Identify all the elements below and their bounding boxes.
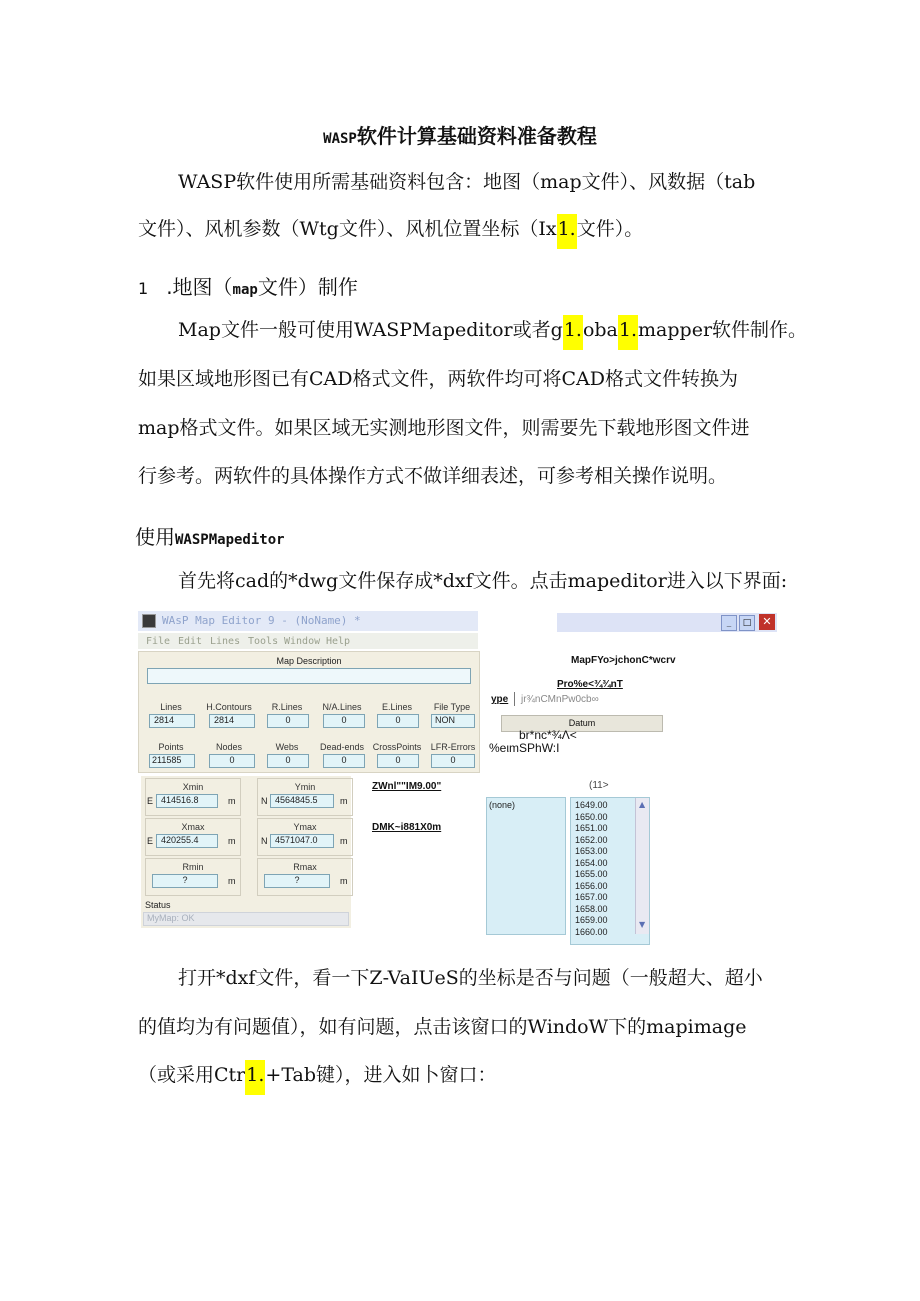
para1-line-1c: mapper软件制作。	[638, 319, 808, 341]
para1-line-1	[178, 321, 807, 340]
coord-group	[145, 778, 241, 816]
close-icon[interactable]: ✕	[759, 614, 775, 630]
menu-bar	[138, 633, 478, 649]
right-list[interactable]	[570, 797, 650, 945]
list-item[interactable]: 1653.00	[575, 846, 608, 856]
menu-file[interactable]: File	[146, 636, 171, 647]
coord-unit: m	[228, 836, 236, 846]
highlight: 1.	[563, 315, 583, 350]
highlight: 1.	[245, 1060, 265, 1095]
coord-group	[145, 818, 241, 856]
list-item[interactable]: 1652.00	[575, 834, 608, 845]
status-bar: MyMap: OK	[143, 912, 349, 926]
datum-button[interactable]: Datum	[501, 715, 663, 732]
coord-label: Rmin	[182, 862, 204, 872]
coord-prefix: E	[147, 836, 154, 846]
list-item[interactable]: (none)	[489, 800, 516, 810]
title-prefix: WASP	[323, 131, 357, 147]
stat-label: Points	[158, 742, 184, 752]
coord-value: 420255.4	[156, 834, 218, 848]
para3-line-3	[138, 1066, 497, 1085]
main-pane	[138, 651, 480, 773]
coord-prefix: N	[261, 796, 268, 806]
coordinates-panel	[141, 776, 351, 928]
para1-line-1b: oba	[582, 319, 618, 341]
highlight: 1.	[557, 214, 577, 249]
dialog-text: MapFYo>jchonC*wcrv	[571, 655, 676, 666]
stat-value: 0	[323, 754, 365, 768]
coord-group	[257, 778, 353, 816]
stat-value: 0	[323, 714, 365, 728]
stat-label: Lines	[160, 702, 182, 712]
dialog-text: jr¾nCMnPw0cb∞	[521, 694, 599, 705]
map-editor-window	[138, 611, 478, 771]
stat-label: N/A.Lines	[322, 702, 362, 712]
stat-value: 211585	[149, 754, 195, 768]
section-heading-2	[135, 521, 285, 550]
highlight: 1.	[618, 315, 638, 350]
menu-edit[interactable]: Edit	[178, 636, 203, 647]
app-icon	[142, 614, 156, 628]
stat-label: Dead-ends	[319, 742, 365, 752]
stat-label: H.Contours	[206, 702, 252, 712]
window-controls-strip	[557, 613, 777, 632]
stat-value: 0	[267, 754, 309, 768]
para3-line-1: 打开*dxf文件，看一下Z-VaIUeS的坐标是否与问题（一般超大、超小	[178, 967, 763, 989]
menu-tools[interactable]: Tools	[248, 636, 279, 647]
intro-line-1: WASP软件使用所需基础资料包含：地图（map文件）、风数据（tab	[178, 171, 756, 193]
stat-value: NON	[431, 714, 475, 728]
para2: 首先将cad的*dwg文件保存成*dxf文件。点击mapeditor进入以下界面:	[178, 570, 788, 592]
menu-window[interactable]: Window	[284, 636, 321, 647]
stat-value: 0	[209, 754, 255, 768]
map-description-input[interactable]	[147, 668, 471, 684]
stat-value: 0	[431, 754, 475, 768]
divider	[514, 692, 515, 706]
para1-line-4: 行参考。两软件的具体操作方式不做详细表述，可参考相关操作说明。	[138, 465, 728, 487]
window-title: WAsP Map Editor 9 - (NoName) *	[162, 614, 361, 627]
dialog-text: ype	[491, 694, 509, 705]
stat-label: R.Lines	[271, 702, 303, 712]
coord-unit: m	[228, 876, 236, 886]
list-item[interactable]: 1654.00	[575, 857, 608, 868]
coord-unit: m	[340, 796, 348, 806]
dialog-text: DMK~i881X0m	[372, 822, 442, 833]
list-item[interactable]: 1649.00	[575, 800, 608, 810]
scroll-up-icon[interactable]: ▲	[639, 800, 646, 809]
section-title-mono: map	[232, 282, 258, 298]
stat-value: 2814	[149, 714, 195, 728]
intro-line-2a: 文件）、风机参数（Wtg文件）、风机位置坐标（Ix	[138, 218, 557, 240]
list-item[interactable]: 1651.00	[575, 823, 608, 833]
minimize-icon[interactable]: _	[721, 615, 737, 631]
coord-group	[145, 858, 241, 896]
coord-group	[257, 818, 353, 856]
coord-value: 4571047.0	[270, 834, 334, 848]
status-label: Status	[145, 900, 171, 910]
stat-value: 2814	[209, 714, 255, 728]
stat-label: LFR-Errors	[430, 742, 476, 752]
section2-mono: WASPMapeditor	[175, 532, 285, 548]
scroll-down-icon[interactable]: ▼	[639, 920, 646, 929]
stat-value: 0	[377, 714, 419, 728]
list-scrollbar[interactable]	[635, 798, 650, 934]
section-heading-1	[138, 271, 358, 300]
para3-line-3a: （或采用Ctr	[138, 1064, 246, 1086]
dialog-text: (11>	[589, 780, 609, 791]
intro-line-2	[138, 220, 643, 239]
coord-value: 4564845.5	[270, 794, 334, 808]
para3-line-2: 的值均为有问题值），如有问题，点击该窗口的WindoW下的mapimage	[138, 1016, 747, 1038]
para1-line-2: 如果区域地形图已有CAD格式文件，两软件均可将CAD格式文件转换为	[138, 368, 738, 390]
map-description-label: Map Description	[276, 656, 342, 666]
menu-lines[interactable]: Lines	[210, 636, 241, 647]
stat-label: Webs	[275, 742, 299, 752]
section-title-b: 文件）制作	[257, 275, 358, 299]
coord-unit: m	[340, 876, 348, 886]
left-list[interactable]	[486, 797, 566, 935]
coord-unit: m	[228, 796, 236, 806]
maximize-icon[interactable]: □	[739, 615, 755, 631]
list-item[interactable]: 1659.00	[575, 915, 608, 925]
window-titlebar	[138, 611, 478, 631]
para1-line-3: map格式文件。如果区域无实测地形图文件，则需要先下载地形图文件进	[138, 417, 750, 439]
list-item[interactable]: 1660.00	[575, 926, 608, 937]
coord-value: ?	[264, 874, 330, 888]
list-item[interactable]: 1656.00	[575, 880, 608, 891]
dialog-text: br*nc*¾Λ<	[519, 728, 577, 742]
coord-label: Xmax	[181, 822, 205, 832]
dialog-text: ZWnl""IM9.00"	[372, 781, 442, 792]
coord-value: 414516.8	[156, 794, 218, 808]
menu-help[interactable]: Help	[326, 636, 351, 647]
stat-label: Nodes	[215, 742, 242, 752]
coord-group	[257, 858, 353, 896]
stat-label: E.Lines	[381, 702, 413, 712]
title-rest: 软件计算基础资料准备教程	[356, 124, 597, 148]
page-title	[0, 120, 920, 149]
section-number: 1	[138, 279, 149, 298]
coord-label: Ymin	[294, 782, 316, 792]
dialog-text: %eιmSPhW:I	[489, 741, 560, 755]
coord-label: Rmax	[293, 862, 317, 872]
list-item[interactable]: 1655.00	[575, 869, 608, 879]
para1-line-1a: Map文件一般可使用WASPMapeditor或者g	[178, 319, 563, 341]
dialog-text: Pro%e<¾¾nT	[557, 679, 623, 690]
list-item[interactable]: 1650.00	[575, 811, 608, 822]
stat-value: 0	[377, 754, 419, 768]
list-item[interactable]: 1658.00	[575, 903, 608, 914]
coord-unit: m	[340, 836, 348, 846]
intro-line-2b: 文件）。	[576, 218, 644, 240]
stat-label: File Type	[433, 702, 471, 712]
para3-line-3b: +Tab键），进入如卜窗口：	[265, 1064, 497, 1086]
coord-label: Ymax	[293, 822, 317, 832]
coord-prefix: N	[261, 836, 268, 846]
coord-prefix: E	[147, 796, 154, 806]
list-item[interactable]: 1657.00	[575, 892, 608, 902]
section-title-a: .地图（	[166, 275, 233, 299]
coord-value: ?	[152, 874, 218, 888]
stat-label: CrossPoints	[372, 742, 422, 752]
coord-label: Xmin	[182, 782, 204, 792]
stat-value: 0	[267, 714, 309, 728]
section2-prefix: 使用	[135, 525, 175, 549]
